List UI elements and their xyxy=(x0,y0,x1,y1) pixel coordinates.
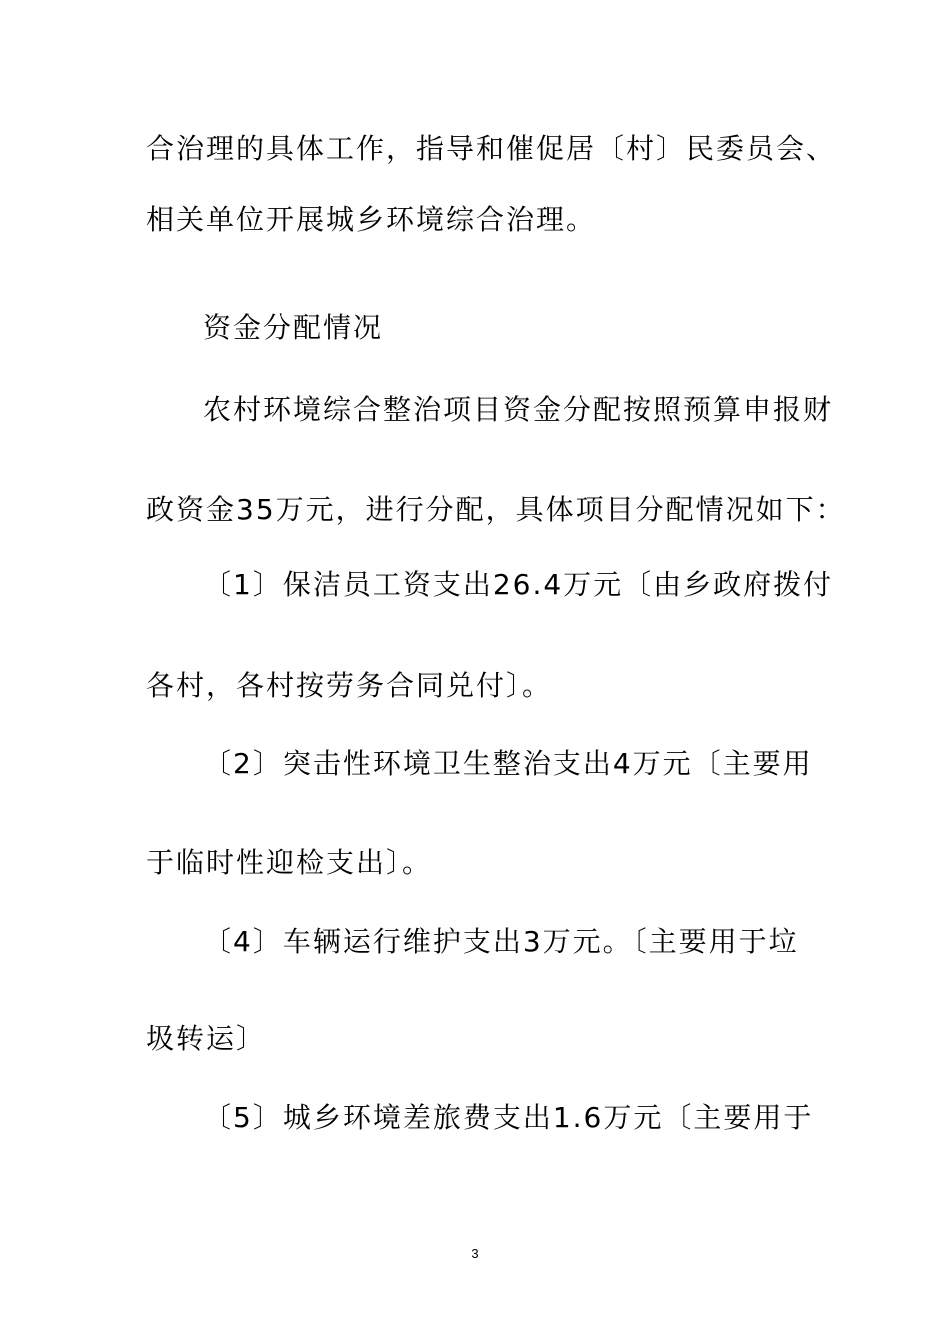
section-heading: 资金分配情况 xyxy=(203,311,384,344)
paragraph-line: 相关单位开展城乡环境综合治理。 xyxy=(146,203,597,236)
list-item-line: 〔5〕城乡环境差旅费支出1.6万元〔主要用于 xyxy=(203,1101,814,1134)
paragraph-line: 政资金35万元，进行分配，具体项目分配情况如下： xyxy=(146,493,846,526)
list-item-line: 各村，各村按劳务合同兑付〕。 xyxy=(146,669,553,702)
list-item-line: 〔4〕车辆运行维护支出3万元。〔主要用于垃 xyxy=(203,925,799,958)
list-item-line: 〔2〕突击性环境卫生整治支出4万元〔主要用 xyxy=(203,747,813,780)
list-item-line: 圾转运〕 xyxy=(146,1022,267,1055)
page-number: 3 xyxy=(471,1246,479,1261)
list-item-line: 〔1〕保洁员工资支出26.4万元〔由乡政府拨付 xyxy=(203,568,834,601)
list-item-line: 于临时性迎检支出〕。 xyxy=(146,846,433,879)
paragraph-line: 农村环境综合整治项目资金分配按照预算申报财 xyxy=(203,393,834,426)
paragraph-line: 合治理的具体工作，指导和催促居〔村〕民委员会、 xyxy=(146,132,837,165)
